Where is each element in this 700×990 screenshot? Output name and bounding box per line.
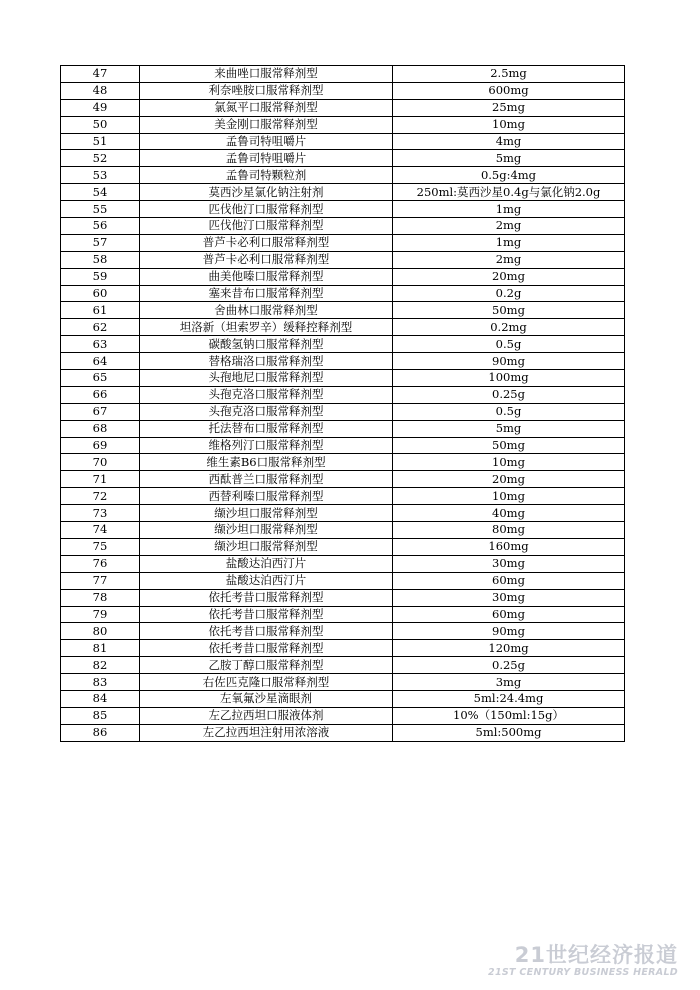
specification-cell: 100mg xyxy=(393,370,625,387)
drug-name-cell: 盐酸达泊西汀片 xyxy=(140,555,393,572)
row-number-cell: 53 xyxy=(61,167,140,184)
specification-cell: 60mg xyxy=(393,606,625,623)
drug-name-cell: 利奈唑胺口服常释剂型 xyxy=(140,82,393,99)
table-row xyxy=(61,437,625,454)
row-number-cell: 63 xyxy=(61,336,140,353)
specification-cell: 2.5mg xyxy=(393,66,625,83)
table-row xyxy=(61,690,625,707)
specification-cell: 5mg xyxy=(393,150,625,167)
row-number-cell: 73 xyxy=(61,505,140,522)
table-row xyxy=(61,353,625,370)
drug-name-cell: 依托考昔口服常释剂型 xyxy=(140,623,393,640)
row-number-cell: 75 xyxy=(61,538,140,555)
specification-cell: 25mg xyxy=(393,99,625,116)
row-number-cell: 48 xyxy=(61,82,140,99)
table-row xyxy=(61,116,625,133)
specification-cell: 600mg xyxy=(393,82,625,99)
table-row xyxy=(61,657,625,674)
specification-cell: 2mg xyxy=(393,218,625,235)
row-number-cell: 83 xyxy=(61,674,140,691)
table-row xyxy=(61,285,625,302)
specification-cell: 120mg xyxy=(393,640,625,657)
drug-name-cell: 托法替布口服常释剂型 xyxy=(140,420,393,437)
specification-cell: 90mg xyxy=(393,623,625,640)
row-number-cell: 56 xyxy=(61,218,140,235)
drug-name-cell: 右佐匹克隆口服常释剂型 xyxy=(140,674,393,691)
row-number-cell: 65 xyxy=(61,370,140,387)
row-number-cell: 72 xyxy=(61,488,140,505)
table-row xyxy=(61,623,625,640)
table-row xyxy=(61,724,625,741)
row-number-cell: 84 xyxy=(61,690,140,707)
drug-name-cell: 孟鲁司特颗粒剂 xyxy=(140,167,393,184)
specification-cell: 5ml:24.4mg xyxy=(393,690,625,707)
drug-name-cell: 普芦卡必利口服常释剂型 xyxy=(140,234,393,251)
table-row xyxy=(61,606,625,623)
table-row xyxy=(61,420,625,437)
row-number-cell: 61 xyxy=(61,302,140,319)
row-number-cell: 79 xyxy=(61,606,140,623)
row-number-cell: 69 xyxy=(61,437,140,454)
row-number-cell: 82 xyxy=(61,657,140,674)
specification-cell: 1mg xyxy=(393,201,625,218)
table-row xyxy=(61,370,625,387)
drug-name-cell: 美金刚口服常释剂型 xyxy=(140,116,393,133)
row-number-cell: 85 xyxy=(61,707,140,724)
specification-cell: 0.25g xyxy=(393,657,625,674)
row-number-cell: 49 xyxy=(61,99,140,116)
row-number-cell: 77 xyxy=(61,572,140,589)
watermark-chinese-text: 21世纪经济报道 xyxy=(514,943,678,967)
row-number-cell: 80 xyxy=(61,623,140,640)
specification-cell: 80mg xyxy=(393,522,625,539)
drug-name-cell: 缬沙坦口服常释剂型 xyxy=(140,505,393,522)
specification-cell: 10mg xyxy=(393,454,625,471)
drug-name-cell: 乙胺丁醇口服常释剂型 xyxy=(140,657,393,674)
specification-cell: 30mg xyxy=(393,555,625,572)
row-number-cell: 58 xyxy=(61,251,140,268)
table-row xyxy=(61,471,625,488)
specification-cell: 5mg xyxy=(393,420,625,437)
drug-name-cell: 左乙拉西坦注射用浓溶液 xyxy=(140,724,393,741)
table-row xyxy=(61,319,625,336)
specification-cell: 0.25g xyxy=(393,386,625,403)
specification-cell: 0.5g xyxy=(393,403,625,420)
specification-cell: 0.2mg xyxy=(393,319,625,336)
row-number-cell: 67 xyxy=(61,403,140,420)
table-row xyxy=(61,234,625,251)
specification-cell: 4mg xyxy=(393,133,625,150)
drug-name-cell: 塞来昔布口服常释剂型 xyxy=(140,285,393,302)
specification-cell: 30mg xyxy=(393,589,625,606)
row-number-cell: 47 xyxy=(61,66,140,83)
drug-name-cell: 普芦卡必利口服常释剂型 xyxy=(140,251,393,268)
row-number-cell: 52 xyxy=(61,150,140,167)
table-row xyxy=(61,538,625,555)
table-row xyxy=(61,82,625,99)
table-row xyxy=(61,133,625,150)
specification-cell: 10%（150ml:15g） xyxy=(393,707,625,724)
drug-name-cell: 盐酸达泊西汀片 xyxy=(140,572,393,589)
drug-name-cell: 莫西沙星氯化钠注射剂 xyxy=(140,184,393,201)
table-row xyxy=(61,522,625,539)
row-number-cell: 81 xyxy=(61,640,140,657)
row-number-cell: 74 xyxy=(61,522,140,539)
table-row xyxy=(61,218,625,235)
table-row xyxy=(61,99,625,116)
drug-name-cell: 维格列汀口服常释剂型 xyxy=(140,437,393,454)
drug-name-cell: 依托考昔口服常释剂型 xyxy=(140,640,393,657)
specification-cell: 20mg xyxy=(393,268,625,285)
specification-cell: 10mg xyxy=(393,116,625,133)
table-row xyxy=(61,572,625,589)
specification-cell: 50mg xyxy=(393,437,625,454)
drug-name-cell: 依托考昔口服常释剂型 xyxy=(140,606,393,623)
drug-name-cell: 曲美他嗪口服常释剂型 xyxy=(140,268,393,285)
drug-name-cell: 依托考昔口服常释剂型 xyxy=(140,589,393,606)
row-number-cell: 76 xyxy=(61,555,140,572)
specification-cell: 250ml:莫西沙星0.4g与氯化钠2.0g xyxy=(393,184,625,201)
table-row xyxy=(61,150,625,167)
drug-name-cell: 来曲唑口服常释剂型 xyxy=(140,66,393,83)
drug-name-cell: 头孢克洛口服常释剂型 xyxy=(140,403,393,420)
drug-name-cell: 左乙拉西坦口服液体剂 xyxy=(140,707,393,724)
table-row xyxy=(61,555,625,572)
drug-name-cell: 缬沙坦口服常释剂型 xyxy=(140,538,393,555)
drug-name-cell: 头孢克洛口服常释剂型 xyxy=(140,386,393,403)
drug-name-cell: 匹伐他汀口服常释剂型 xyxy=(140,218,393,235)
table-row xyxy=(61,251,625,268)
row-number-cell: 50 xyxy=(61,116,140,133)
row-number-cell: 86 xyxy=(61,724,140,741)
specification-cell: 20mg xyxy=(393,471,625,488)
specification-cell: 40mg xyxy=(393,505,625,522)
drug-name-cell: 氯氮平口服常释剂型 xyxy=(140,99,393,116)
specification-cell: 1mg xyxy=(393,234,625,251)
row-number-cell: 59 xyxy=(61,268,140,285)
table-row xyxy=(61,707,625,724)
specification-cell: 160mg xyxy=(393,538,625,555)
specification-cell: 60mg xyxy=(393,572,625,589)
table-row xyxy=(61,184,625,201)
table-row xyxy=(61,674,625,691)
specification-cell: 0.5g xyxy=(393,336,625,353)
drug-name-cell: 西酞普兰口服常释剂型 xyxy=(140,471,393,488)
drug-name-cell: 头孢地尼口服常释剂型 xyxy=(140,370,393,387)
drug-name-cell: 西替利嗪口服常释剂型 xyxy=(140,488,393,505)
publisher-watermark xyxy=(488,943,678,979)
row-number-cell: 62 xyxy=(61,319,140,336)
table-row xyxy=(61,386,625,403)
specification-cell: 0.5g:4mg xyxy=(393,167,625,184)
table-row xyxy=(61,66,625,83)
specification-cell: 0.2g xyxy=(393,285,625,302)
row-number-cell: 60 xyxy=(61,285,140,302)
drug-name-cell: 孟鲁司特咀嚼片 xyxy=(140,150,393,167)
table-row xyxy=(61,488,625,505)
row-number-cell: 55 xyxy=(61,201,140,218)
specification-cell: 5ml:500mg xyxy=(393,724,625,741)
table-row xyxy=(61,167,625,184)
specification-cell: 50mg xyxy=(393,302,625,319)
watermark-english-text: 21ST CENTURY BUSINESS HERALD xyxy=(488,967,678,978)
row-number-cell: 66 xyxy=(61,386,140,403)
drug-list-table xyxy=(60,65,625,742)
table-body xyxy=(61,66,625,742)
drug-name-cell: 匹伐他汀口服常释剂型 xyxy=(140,201,393,218)
drug-name-cell: 坦洛新（坦索罗辛）缓释控释剂型 xyxy=(140,319,393,336)
specification-cell: 2mg xyxy=(393,251,625,268)
table-row xyxy=(61,589,625,606)
row-number-cell: 64 xyxy=(61,353,140,370)
drug-name-cell: 碳酸氢钠口服常释剂型 xyxy=(140,336,393,353)
row-number-cell: 71 xyxy=(61,471,140,488)
table-row xyxy=(61,505,625,522)
drug-name-cell: 缬沙坦口服常释剂型 xyxy=(140,522,393,539)
drug-name-cell: 替格瑞洛口服常释剂型 xyxy=(140,353,393,370)
row-number-cell: 51 xyxy=(61,133,140,150)
drug-name-cell: 左氧氟沙星滴眼剂 xyxy=(140,690,393,707)
row-number-cell: 57 xyxy=(61,234,140,251)
specification-cell: 90mg xyxy=(393,353,625,370)
table-row xyxy=(61,640,625,657)
table-row xyxy=(61,201,625,218)
drug-name-cell: 舍曲林口服常释剂型 xyxy=(140,302,393,319)
table-row xyxy=(61,403,625,420)
specification-cell: 3mg xyxy=(393,674,625,691)
table-row xyxy=(61,454,625,471)
row-number-cell: 70 xyxy=(61,454,140,471)
table-row xyxy=(61,268,625,285)
table-row xyxy=(61,336,625,353)
drug-name-cell: 维生素B6口服常释剂型 xyxy=(140,454,393,471)
row-number-cell: 54 xyxy=(61,184,140,201)
table-row xyxy=(61,302,625,319)
row-number-cell: 68 xyxy=(61,420,140,437)
row-number-cell: 78 xyxy=(61,589,140,606)
drug-name-cell: 孟鲁司特咀嚼片 xyxy=(140,133,393,150)
specification-cell: 10mg xyxy=(393,488,625,505)
